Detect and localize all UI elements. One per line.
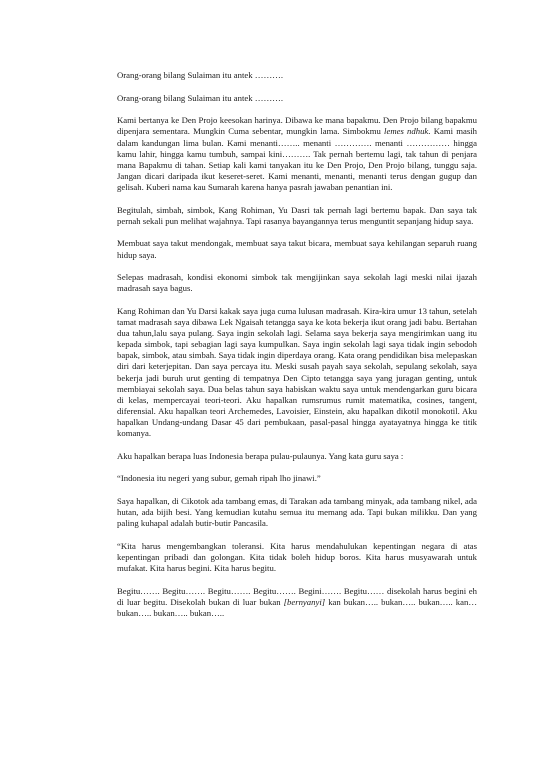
paragraph-text: Begitu……. Begitu……. Begitu……. Begitu……. Begini……. Begitu…… disekolah harus begini eh di luar begitu. Disekolah bukan di luar bukan: [117, 585, 477, 607]
paragraph-p12: [117, 586, 477, 619]
paragraph-text: Membuat saya takut mendongak, membuat saya takut bicara, membuat saya kehilangan separuh ruang hidup saya.: [117, 238, 477, 260]
paragraph-p2: [117, 93, 477, 104]
paragraph-p7: [117, 306, 477, 439]
paragraph-p5: [117, 238, 477, 260]
paragraph-text: . Kami masih dalam kandungan lima bulan. Kami menanti…….. menanti …………. menanti …………… hingga kamu lahir, hingga kamu tumbuh, sampai kini………. Tak pernah bertemu lagi, tak tahun di penjara mana Bapakmu di tahan. Setiap kali kami tanyakan itu ke Den Projo, Den Projo bilang, tunggu saja. Jangan dicari daripada ikut keseret-seret. Kami menanti, menanti, menanti terus dengan gugup dan gelisah. Kuberi nama kau Sumarah karena hanya pasrah jawaban penantian ini.: [117, 126, 477, 192]
paragraph-text: “Kita harus mengembangkan toleransi. Kita harus mendahulukan kepentingan negara di atas kepentingan pribadi dan golongan. Kita tidak boleh hidup boros. Kita harus musyawarah untuk mufakat. Kita harus begini. Kita harus begitu.: [117, 540, 477, 574]
paragraph-text: “Indonesia itu negeri yang subur, gemah ripah lho jinawi.”: [117, 473, 321, 484]
paragraph-p11: [117, 541, 477, 574]
paragraph-p10: [117, 496, 477, 529]
paragraph-p1: [117, 70, 477, 81]
paragraph-p9: [117, 473, 477, 484]
paragraph-text: Saya hapalkan, di Cikotok ada tambang emas, di Tarakan ada tambang minyak, ada tambang nikel, ada hutan, ada bijih besi. Yang kemudian kutahu semua itu memang ada. Tapi bukan milikku. Dan yang paling kuhapal adalah butir-butir Pancasila.: [117, 496, 477, 529]
paragraph-text: Orang-orang bilang Sulaiman itu antek ……….: [117, 92, 283, 103]
paragraph-p3: [117, 115, 477, 193]
paragraph-text: Begitulah, simbah, simbok, Kang Rohiman, Yu Dasri tak pernah lagi bertemu bapak. Dan saya tak pernah sekali pun melihat wajahnya. Tapi rasanya bayangannya terus menguntit sepanjang hidup saya.: [117, 204, 477, 226]
italic-phrase: [bernyanyi]: [283, 596, 326, 607]
paragraph-text: Orang-orang bilang Sulaiman itu antek ……….: [117, 70, 283, 80]
document-page: [117, 70, 477, 631]
paragraph-p4: [117, 205, 477, 227]
paragraph-p8: [117, 451, 477, 462]
paragraph-text: Kami bertanya ke Den Projo keesokan harinya. Dibawa ke mana bapakmu. Den Projo bilang bapakmu dipenjara sementara. Mungkin Cuma sebentar, mungkin lama. Simbokmu: [117, 115, 477, 137]
paragraph-p6: [117, 272, 477, 294]
paragraph-text: Kang Rohiman dan Yu Darsi kakak saya juga cuma lulusan madrasah. Kira-kira umur 13 tahun, setelah tamat madrasah saya dibawa Lek Ngaisah tetangga saya ke kota bekerja ikut orang jadi babu. Bertahan dua tahun,lalu saya pulang. Saya ingin sekolah lagi. Selama saya bekerja saya mengirimkan uang itu kepada simbok, tapi sebagian lagi saya kumpulkan. Saya ingin sekolah lagi saya tidak ingin sebodoh bapak, simbok, atau simbah. Saya tidak ingin diperdaya orang. Kata orang pendidikan bisa melepaskan diri dari keterjepitan. Dan saya percaya itu. Meski susah payah saya sekolah, sepulang sekolah, saya bekerja jadi buruh urut genting di tempatnya Den Cipto tetangga saya yang juragan genting, untuk membiayai sekolah saya. Dua belas tahun saya habiskan waktu saya untuk mendengarkan guru bicara di kelas, mempercayai teori-teori. Aku hapalkan rumsrumus rumit matematika, cosines, tangent, diferensial. Aku hapalkan teori Archemedes, Lavoisier, Einstein, aku hapalkan dikotil monokotil. Aku hapalkan Undang-undang Dasar 45 dari pembukaan, pasal-pasal hingga ayatayatnya hingga ke titik komanya.: [117, 305, 477, 438]
paragraph-text: Aku hapalkan berapa luas Indonesia berapa pulau-pulaunya. Yang kata guru saya :: [117, 450, 404, 461]
paragraph-text: Selepas madrasah, kondisi ekonomi simbok tak mengijinkan saya sekolah lagi meski nilai ijazah madrasah saya bagus.: [117, 272, 477, 294]
paragraph-text: kan bukan….. bukan….. bukan….. kan… bukan….. bukan….. bukan…..: [117, 596, 478, 618]
italic-phrase: lemes ndhuk: [384, 126, 429, 137]
